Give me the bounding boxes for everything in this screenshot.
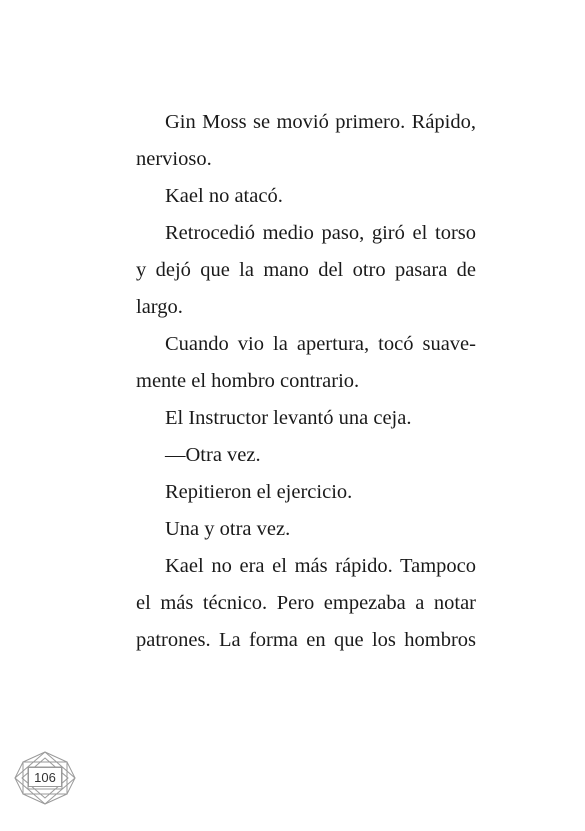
paragraph: Cuando vio la apertura, tocó suavemente el hombro contrario. bbox=[136, 333, 476, 392]
paragraph: El Instructor levantó una ceja. bbox=[165, 407, 412, 429]
paragraph: Kael no atacó. bbox=[165, 185, 283, 207]
paragraph: Gin Moss se movió primero. Rápido, nervioso. bbox=[136, 111, 476, 170]
body-text bbox=[136, 104, 476, 659]
page-number: 106 bbox=[28, 767, 62, 787]
paragraph: Repitieron el ejercicio. bbox=[165, 481, 353, 503]
paragraph: —Otra vez. bbox=[165, 444, 261, 466]
paragraph: Kael no era el más rápido. Tampoco el más técnico. Pero empezaba a notar patrones. La forma en que los hombros bbox=[136, 555, 476, 651]
page-number-ornament bbox=[10, 750, 80, 806]
paragraph: Retrocedió medio paso, giró el torso y dejó que la mano del otro pasara de largo. bbox=[136, 222, 476, 318]
paragraph: Una y otra vez. bbox=[165, 518, 291, 540]
